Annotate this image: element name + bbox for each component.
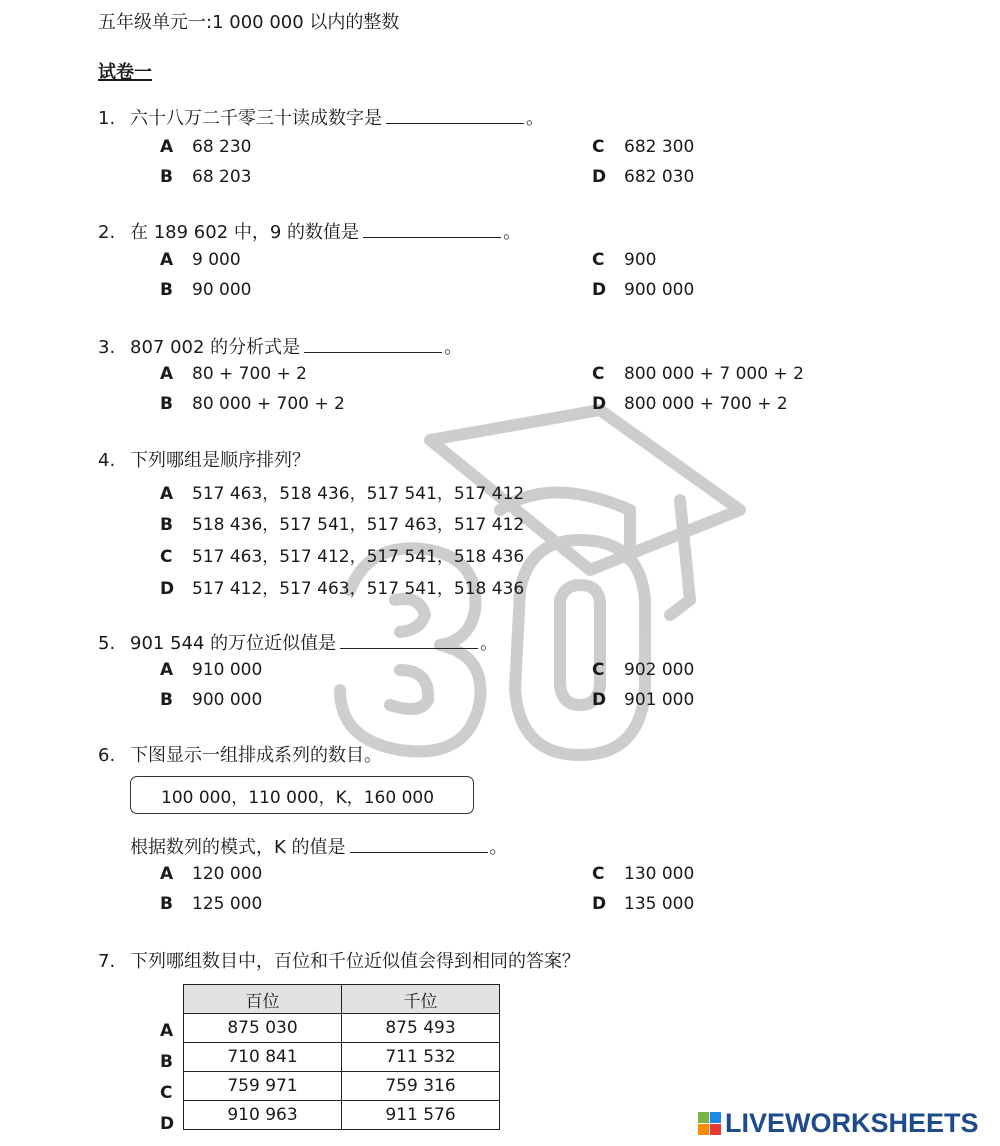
question-text: 下图显示一组排成系列的数目。 [130, 745, 382, 766]
question-1 [98, 104, 544, 130]
table-header-thousands: 千位 [342, 985, 500, 1014]
number-sequence-box [130, 776, 474, 814]
option-a[interactable]: A 517 463，518 436，517 541，517 412 [160, 484, 525, 504]
option-d[interactable]: D 135 000 [592, 894, 695, 914]
table-row [184, 1043, 500, 1072]
question-4 [98, 446, 310, 472]
answer-blank[interactable] [363, 221, 501, 238]
option-b[interactable]: B 68 203 [160, 167, 252, 187]
logo-text: LIVEWORKSHEETS [725, 1108, 979, 1138]
option-b[interactable]: B 90 000 [160, 280, 252, 300]
question-text: 在 189 602 中，9 的数值是 [130, 222, 360, 243]
question-text: 六十八万二千零三十读成数字是 [130, 108, 382, 129]
liveworksheets-logo-icon [698, 1112, 721, 1135]
table-cell: 875 030 [184, 1014, 342, 1043]
question-5 [98, 629, 498, 655]
option-c[interactable]: C 130 000 [592, 864, 695, 884]
question-text: 901 544 的万位近似值是 [130, 633, 337, 654]
table-cell: 911 576 [342, 1101, 500, 1130]
question-6-followup [130, 833, 508, 859]
question-2 [98, 218, 521, 244]
table-row [184, 1072, 500, 1101]
option-c[interactable]: C 902 000 [592, 660, 695, 680]
answer-blank[interactable] [304, 336, 442, 353]
rounding-table [183, 984, 500, 1130]
question-end: 。 [503, 222, 522, 243]
option-c[interactable]: C 800 000 + 7 000 + 2 [592, 364, 804, 384]
number-sequence: 100 000，110 000，K，160 000 [161, 787, 435, 808]
question-text: 807 002 的分析式是 [130, 337, 301, 358]
option-c[interactable]: C 682 300 [592, 137, 695, 157]
option-d[interactable]: D 900 000 [592, 280, 695, 300]
table-cell: 711 532 [342, 1043, 500, 1072]
table-cell: 875 493 [342, 1014, 500, 1043]
option-d[interactable]: D 682 030 [592, 167, 695, 187]
question-number: 4. [98, 450, 116, 471]
option-a[interactable]: A 80 + 700 + 2 [160, 364, 307, 384]
option-d[interactable]: D 800 000 + 700 + 2 [592, 394, 788, 414]
question-6 [98, 741, 382, 767]
table-cell: 710 841 [184, 1043, 342, 1072]
table-cell: 759 316 [342, 1072, 500, 1101]
question-number: 1. [98, 108, 116, 129]
option-c[interactable]: C 900 [592, 250, 657, 270]
question-end: 。 [489, 837, 508, 858]
question-3 [98, 333, 462, 359]
option-d[interactable]: D 517 412，517 463，517 541，518 436 [160, 579, 525, 599]
answer-blank[interactable] [386, 107, 524, 124]
page-header: 五年级单元一:1 000 000 以内的整数 [98, 12, 400, 33]
table-row-label-d[interactable]: D [160, 1114, 175, 1134]
table-row [184, 1014, 500, 1043]
paper-title: 试卷一 [98, 62, 152, 83]
option-a[interactable]: A 120 000 [160, 864, 263, 884]
question-number: 5. [98, 633, 116, 654]
option-a[interactable]: A 910 000 [160, 660, 263, 680]
answer-blank[interactable] [350, 836, 488, 853]
option-a[interactable]: A 68 230 [160, 137, 252, 157]
option-b[interactable]: B 900 000 [160, 690, 263, 710]
option-d[interactable]: D 901 000 [592, 690, 695, 710]
question-text: 根据数列的模式，K 的值是 [130, 837, 346, 858]
liveworksheets-logo [698, 1108, 979, 1139]
question-text: 下列哪组是顺序排列？ [130, 450, 310, 471]
table-cell: 759 971 [184, 1072, 342, 1101]
question-end: 。 [526, 108, 544, 129]
option-a[interactable]: A 9 000 [160, 250, 241, 270]
table-header-hundreds: 百位 [184, 985, 342, 1014]
table-row [184, 1101, 500, 1130]
option-b[interactable]: B 80 000 + 700 + 2 [160, 394, 345, 414]
option-c[interactable]: C 517 463，517 412，517 541，518 436 [160, 547, 525, 567]
question-end: 。 [480, 633, 499, 654]
question-end: 。 [444, 337, 463, 358]
question-number: 6. [98, 745, 116, 766]
table-cell: 910 963 [184, 1101, 342, 1130]
question-number: 7. [98, 951, 116, 972]
question-7 [98, 947, 580, 973]
option-b[interactable]: B 518 436，517 541，517 463，517 412 [160, 515, 525, 535]
table-row-label-c[interactable]: C [160, 1083, 173, 1103]
question-number: 3. [98, 337, 116, 358]
option-b[interactable]: B 125 000 [160, 894, 263, 914]
table-row-label-b[interactable]: B [160, 1052, 173, 1072]
question-number: 2. [98, 222, 116, 243]
answer-blank[interactable] [340, 632, 478, 649]
question-text: 下列哪组数目中，百位和千位近似值会得到相同的答案？ [130, 951, 580, 972]
table-row-label-a[interactable]: A [160, 1021, 174, 1041]
